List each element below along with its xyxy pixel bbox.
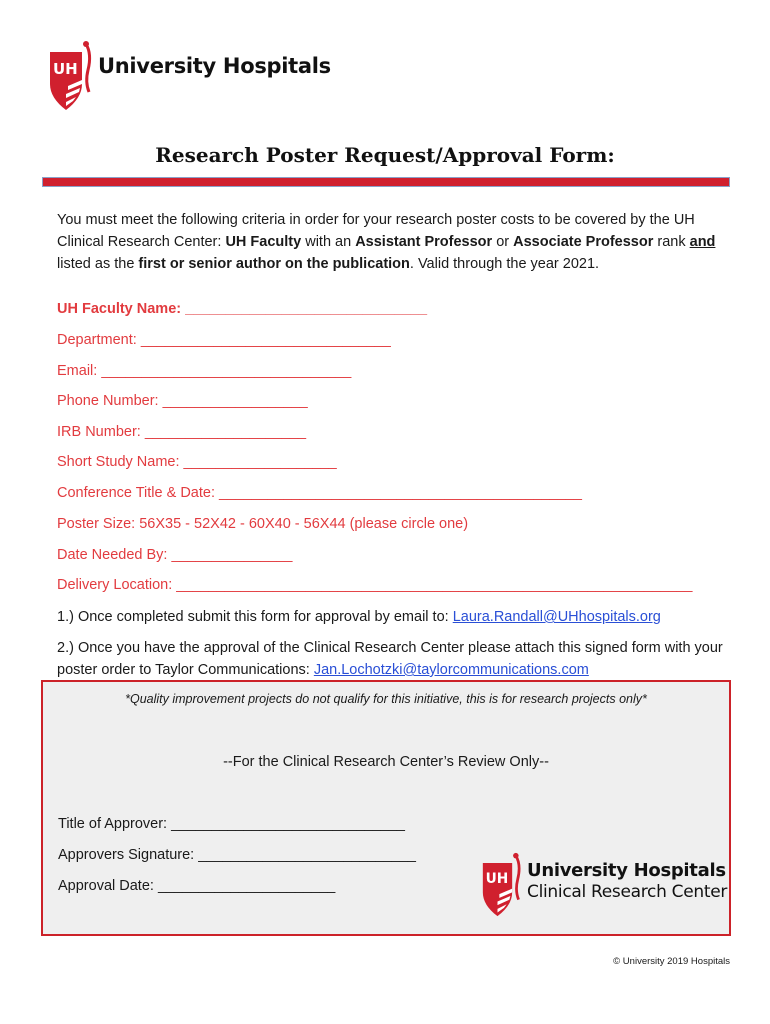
review-section — [41, 680, 731, 936]
approval-email-link[interactable]: Laura.Randall@UHhospitals.org — [452, 609, 661, 625]
form-title: Research Poster Request/Approval Form: — [155, 143, 615, 167]
approval-date-field[interactable]: Approval Date: ______________________ — [58, 878, 336, 894]
crc-logo-line-2: Clinical Research Center — [527, 882, 728, 902]
clinical-research-center-logo — [481, 858, 731, 928]
step-2-instruction: 2.) Once you have the approval of the Clinical Research Center please attach this signed form with your poster order to Taylor Communications: Jan.Lochotzki@taylorcommunications.com — [57, 640, 723, 678]
uh-shield-icon — [48, 40, 96, 112]
criteria-paragraph: You must meet the following criteria in order for your research poster costs to be covered by the UH Clinical Research Center: UH Faculty with an Assistant Professor or Associate Professor rank and listed as the first or senior author on the publication. Valid through the year 2021. — [57, 212, 716, 272]
conference-title-date-field[interactable]: Conference Title & Date: _____________________________________________ — [57, 485, 582, 501]
title-divider — [42, 177, 730, 187]
date-needed-field[interactable]: Date Needed By: _______________ — [57, 547, 293, 563]
title-of-approver-field[interactable]: Title of Approver: _____________________________ — [58, 816, 405, 832]
phone-number-field[interactable]: Phone Number: __________________ — [57, 393, 308, 409]
quality-improvement-note: *Quality improvement projects do not qualify for this initiative, this is for research projects only* — [125, 692, 647, 706]
svg-text:UH: UH — [485, 871, 509, 888]
svg-text:UH: UH — [53, 60, 78, 78]
review-heading: --For the Clinical Research Center’s Review Only-- — [223, 754, 549, 770]
logo-text: University Hospitals — [98, 54, 331, 78]
irb-number-field[interactable]: IRB Number: ____________________ — [57, 424, 307, 440]
delivery-location-field[interactable]: Delivery Location: ________________________________________________________________ — [57, 577, 693, 593]
short-study-name-field[interactable]: Short Study Name: ___________________ — [57, 454, 337, 470]
crc-logo-line-1: University Hospitals — [527, 860, 726, 881]
uh-shield-icon — [481, 852, 525, 918]
faculty-name-field[interactable]: UH Faculty Name: ______________________________ — [57, 301, 428, 317]
copyright-footer: © University 2019 Hospitals — [613, 956, 730, 967]
department-field[interactable]: Department: _______________________________ — [57, 332, 391, 348]
step-1-instruction: 1.) Once completed submit this form for approval by email to: Laura.Randall@UHhospitals.org — [57, 609, 661, 625]
email-field[interactable]: Email: _______________________________ — [57, 363, 352, 379]
taylor-email-link[interactable]: Jan.Lochotzki@taylorcommunications.com — [313, 662, 589, 678]
approver-signature-field[interactable]: Approvers Signature: ___________________________ — [58, 847, 416, 863]
university-hospitals-logo — [48, 40, 331, 112]
poster-size-field[interactable]: Poster Size: 56X35 - 52X42 - 60X40 - 56X44 (please circle one) — [57, 516, 469, 532]
